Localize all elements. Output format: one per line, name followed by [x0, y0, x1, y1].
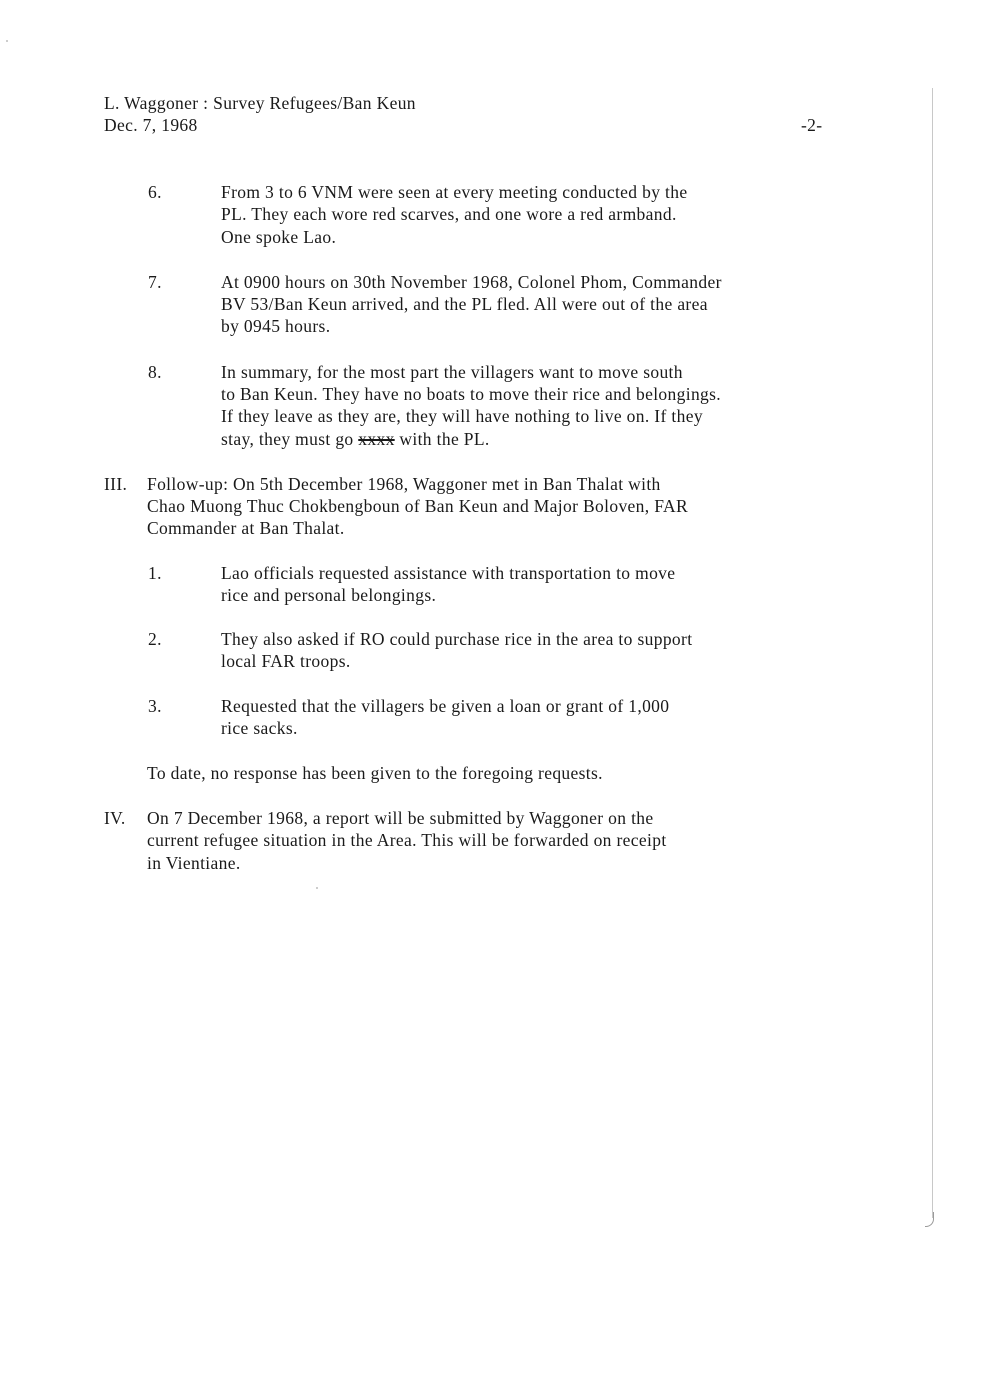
item-number-8: 8.: [148, 362, 162, 382]
section-iv-line-3: in Vientiane.: [147, 853, 241, 873]
scan-speck: [316, 887, 318, 889]
memo-subject-line: L. Waggoner : Survey Refugees/Ban Keun: [104, 93, 416, 113]
item-7-line-3: by 0945 hours.: [221, 316, 331, 336]
section-iii-line-2: Chao Muong Thuc Chokbengboun of Ban Keun and Major Boloven, FAR: [147, 496, 689, 516]
subitem-3-line-1: Requested that the villagers be given a loan or grant of 1,000: [221, 696, 670, 716]
subitem-number-2: 2.: [148, 629, 162, 649]
section-numeral-iv: IV.: [104, 808, 126, 828]
section-iii-closing: To date, no response has been given to the foregoing requests.: [147, 763, 603, 783]
item-8-line-3: If they leave as they are, they will have nothing to live on. If they: [221, 406, 703, 426]
item-6-line-2: PL. They each wore red scarves, and one wore a red armband.: [221, 204, 677, 224]
item-8-line-1: In summary, for the most part the villagers want to move south: [221, 362, 683, 382]
item-8-line-4: [221, 428, 490, 450]
section-iv-line-2: current refugee situation in the Area. This will be forwarded on receipt: [147, 830, 667, 850]
item-7-line-2: BV 53/Ban Keun arrived, and the PL fled. All were out of the area: [221, 294, 708, 314]
item-6-line-1: From 3 to 6 VNM were seen at every meeting conducted by the: [221, 182, 688, 202]
scan-speck: [6, 40, 8, 42]
section-numeral-iii: III.: [104, 474, 128, 494]
subitem-3-line-2: rice sacks.: [221, 718, 298, 738]
subitem-number-1: 1.: [148, 563, 162, 583]
subitem-1-line-1: Lao officials requested assistance with transportation to move: [221, 563, 676, 583]
item-8-line-4-end: with the PL.: [394, 429, 490, 449]
item-8-line-2: to Ban Keun. They have no boats to move their rice and belongings.: [221, 384, 722, 404]
item-number-7: 7.: [148, 272, 162, 292]
section-iv-line-1: On 7 December 1968, a report will be submitted by Waggoner on the: [147, 808, 654, 828]
item-8-line-4-start: stay, they must go: [221, 429, 354, 449]
margin-rule: [932, 88, 933, 1218]
subitem-1-line-2: rice and personal belongings.: [221, 585, 437, 605]
item-6-line-3: One spoke Lao.: [221, 227, 337, 247]
memo-date: Dec. 7, 1968: [104, 115, 198, 135]
item-7-line-1: At 0900 hours on 30th November 1968, Colonel Phom, Commander: [221, 272, 722, 292]
subitem-2-line-1: They also asked if RO could purchase rice in the area to support: [221, 629, 693, 649]
struck-out-word: xxxx: [358, 429, 395, 449]
subitem-number-3: 3.: [148, 696, 162, 716]
scan-corner-mark: [925, 1212, 934, 1227]
item-number-6: 6.: [148, 182, 162, 202]
subitem-2-line-2: local FAR troops.: [221, 651, 351, 671]
section-iii-line-3: Commander at Ban Thalat.: [147, 518, 345, 538]
page-number: -2-: [801, 115, 823, 135]
section-iii-line-1: Follow-up: On 5th December 1968, Waggoner met in Ban Thalat with: [147, 474, 661, 494]
